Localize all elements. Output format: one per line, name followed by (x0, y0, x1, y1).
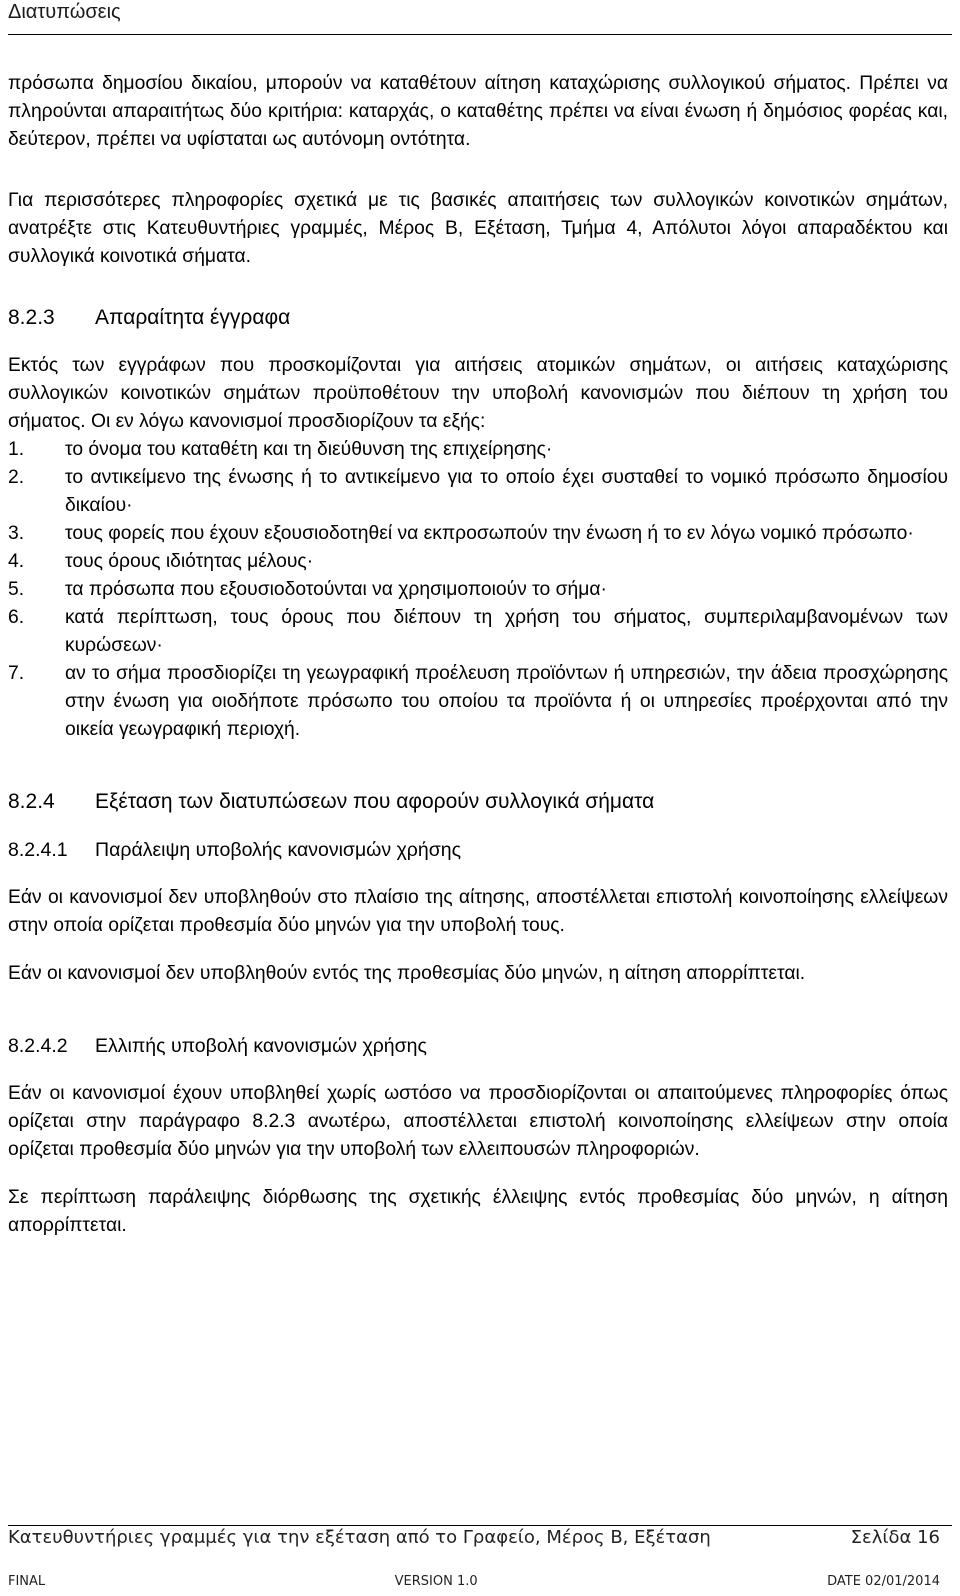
list-item: 5. τα πρόσωπα που εξουσιοδοτούνται να χρησιμοποιούν το σήμα· (8, 579, 607, 600)
section-824-heading (8, 788, 948, 816)
paragraph-continuation: πρόσωπα δημοσίου δικαίου, μπορούν να καταθέτουν αίτηση καταχώρισης συλλογικού σήματος. Πρέπει να πληρούνται απαραιτήτως δύο κριτήρια: καταρχάς, ο καταθέτης πρέπει να είναι ένωση ή δημόσιος φορέας και, δεύτερον, πρέπει να υφίσταται ως αυτόνομη οντότητα. (8, 73, 948, 150)
footer-divider (8, 1525, 952, 1526)
section-823-heading (8, 304, 948, 332)
section-8241-heading (8, 836, 948, 864)
list-item: 7. αν το σήμα προσδιορίζει τη γεωγραφική προέλευση προϊόντων ή υπηρεσιών, την άδεια προσχώρησης στην ένωση για οιοδήποτε πρόσωπο του οποίου τα προϊόντα ή οι υπηρεσίες προέρχονται από την οικεία γεωγραφική περιοχή. (8, 663, 948, 740)
section-title: Ελλιπής υποβολή κανονισμών χρήσης (95, 1035, 427, 1057)
paragraph-more-info: Για περισσότερες πληροφορίες σχετικά με τις βασικές απαιτήσεις των συλλογικών κοινοτικών σημάτων, ανατρέξτε στις Κατευθυντήριες γραμμές, Μέρος Β, Εξέταση, Τμήμα 4, Απόλυτοι λόγοι απαραδέκτου και συλλογικά κοινοτικά σήματα. (8, 190, 948, 267)
header-divider (8, 34, 952, 35)
section-8242-paragraph-2: Σε περίπτωση παράλειψης διόρθωσης της σχετικής έλλειψης εντός προθεσμίας δύο μηνών, η αίτηση απορρίπτεται. (8, 1187, 948, 1236)
footer-status: FINAL (8, 1574, 46, 1589)
footer-meta (8, 1574, 940, 1589)
page-header-title: Διατυπώσεις (8, 1, 121, 23)
footer-page-number: Σελίδα 16 (850, 1527, 940, 1548)
section-number: 8.2.4 (8, 790, 55, 813)
list-item: 6. κατά περίπτωση, τους όρους που διέπουν τη χρήση του σήματος, συμπεριλαμβανομένων των κυρώσεων· (8, 607, 948, 656)
list-item: 1. το όνομα του καταθέτη και τη διεύθυνση της επιχείρησης· (8, 439, 553, 460)
section-number: 8.2.4.1 (8, 839, 68, 861)
section-number: 8.2.3 (8, 306, 55, 329)
list-item: 2. το αντικείμενο της ένωσης ή το αντικείμενο για το οποίο έχει συσταθεί το νομικό πρόσωπο δημοσίου δικαίου· (8, 467, 948, 516)
section-823-intro: Εκτός των εγγράφων που προσκομίζονται για αιτήσεις ατομικών σημάτων, οι αιτήσεις καταχώρισης συλλογικών κοινοτικών σημάτων προϋποθέτουν την υποβολή κανονισμών που διέπουν τη χρήση του σήματος. Οι εν λόγω κανονισμοί προσδιορίζουν τα εξής: (8, 355, 948, 432)
required-documents-list (8, 436, 948, 744)
footer-version: VERSION 1.0 (394, 1574, 478, 1589)
footer-document-title: Κατευθυντήριες γραμμές για την εξέταση από το Γραφείο, Μέρος Β, Εξέταση (8, 1527, 711, 1548)
document-body (8, 70, 948, 1240)
section-title: Απαραίτητα έγγραφα (95, 306, 291, 329)
section-title: Παράλειψη υποβολής κανονισμών χρήσης (95, 839, 462, 861)
footer-date: DATE 02/01/2014 (827, 1574, 940, 1589)
list-item: 4. τους όρους ιδιότητας μέλους· (8, 551, 314, 572)
section-8241-paragraph-2: Εάν οι κανονισμοί δεν υποβληθούν εντός της προθεσμίας δύο μηνών, η αίτηση απορρίπτεται. (8, 963, 806, 984)
section-8241-paragraph-1: Εάν οι κανονισμοί δεν υποβληθούν στο πλαίσιο της αίτησης, αποστέλλεται επιστολή κοινοποίησης ελλείψεων στην οποία ορίζεται προθεσμία δύο μηνών για την υποβολή τους. (8, 887, 948, 936)
section-8242-heading (8, 1032, 948, 1060)
section-number: 8.2.4.2 (8, 1035, 68, 1057)
footer (8, 1527, 940, 1548)
list-item: 3. τους φορείς που έχουν εξουσιοδοτηθεί να εκπροσωπούν την ένωση ή το εν λόγω νομικό πρόσωπο· (8, 523, 914, 544)
section-8242-paragraph-1: Εάν οι κανονισμοί έχουν υποβληθεί χωρίς ωστόσο να προσδιορίζονται οι απαιτούμενες πληροφορίες όπως ορίζεται στην παράγραφο 8.2.3 ανωτέρω, αποστέλλεται επιστολή κοινοποίησης ελλείψεων στην οποία ορίζεται προθεσμία δύο μηνών για την υποβολή των ελλειπουσών πληροφοριών. (8, 1083, 948, 1160)
section-title: Εξέταση των διατυπώσεων που αφορούν συλλογικά σήματα (95, 790, 655, 813)
